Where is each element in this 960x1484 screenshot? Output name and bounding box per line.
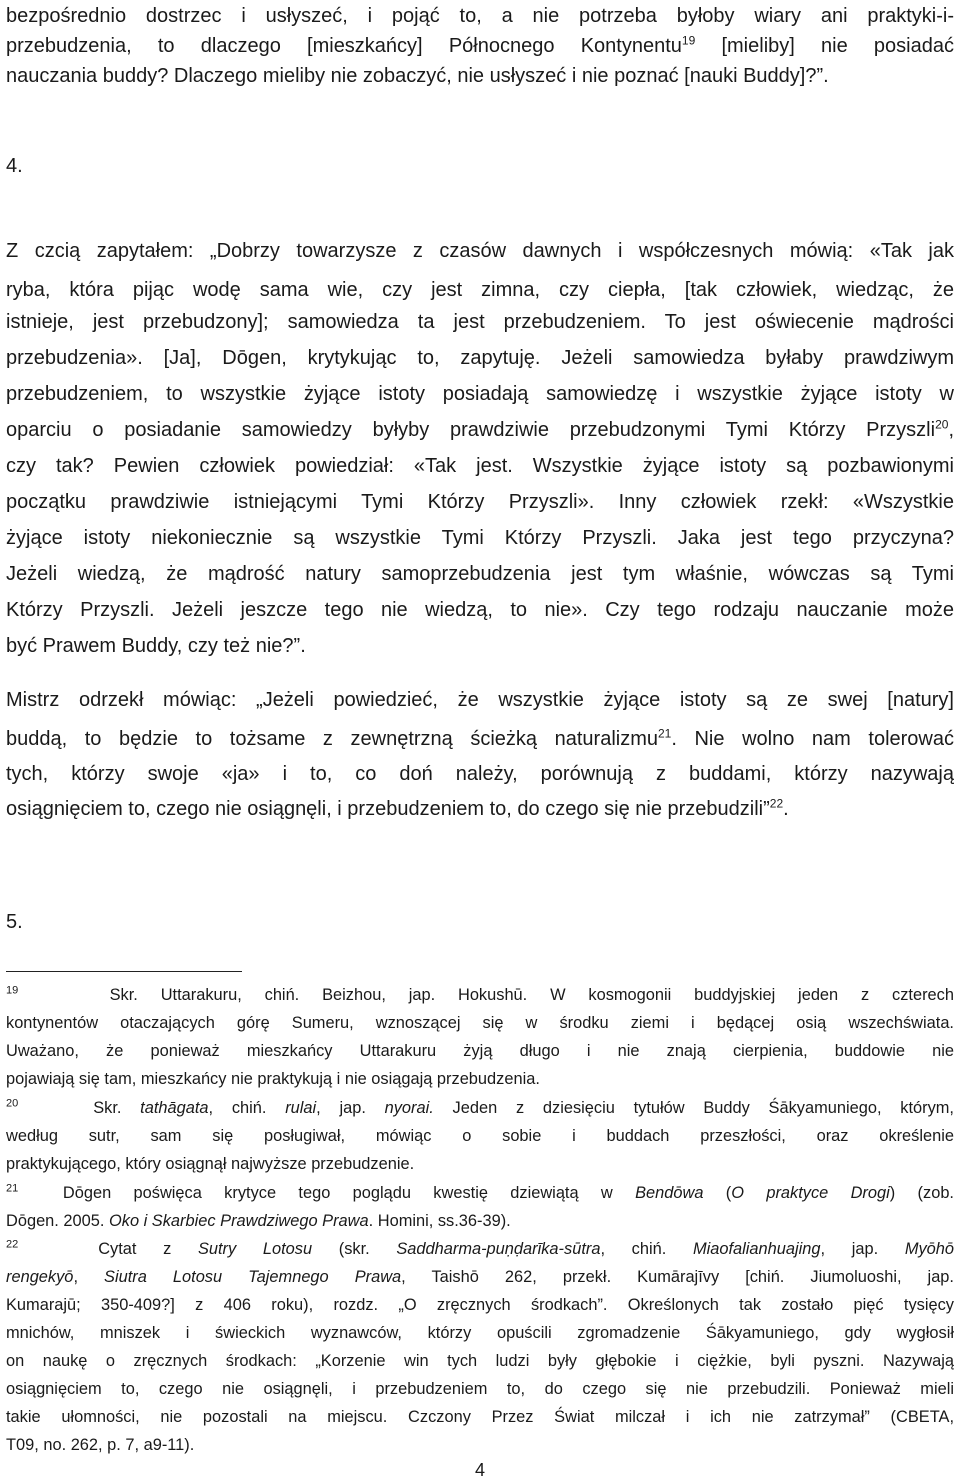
footnote-19-line-3: Uważano, że ponieważ mieszkańcy Uttarakuru żyją długo i nie znają cierpienia, buddowie nie	[6, 1042, 954, 1060]
footnote-ref-22[interactable]: 22	[769, 796, 784, 811]
footnote-22-chinese-title: Miaofalianhuajing	[692, 1240, 821, 1258]
footnote-22-chin: , chiń.	[600, 1240, 667, 1258]
footnote-21-number: 21	[6, 1182, 19, 1195]
footnote-19-line-1	[6, 985, 954, 1005]
footnote-20-skr: Skr.	[93, 1099, 122, 1117]
question-line-8: początku prawdziwie istniejącymi Tymi Którzy Przyszli». Inny człowiek rzekł: «Wszystkie	[6, 491, 954, 513]
footnote-22-line-4: mnichów, mniszek i świeckich wyznawców, którzy opuścili zgromadzenie Śākyamuniego, gdy wygłosił	[6, 1324, 954, 1342]
footnote-21-tail: ) (zob.	[889, 1184, 954, 1202]
footnote-19-line-2: kontynentów otaczających górę Sumeru, wznoszącej się w środku ziemi i będącej osią wszechświata.	[6, 1014, 954, 1032]
footnote-22-rengekyo: rengekyō	[6, 1268, 74, 1286]
footnote-22-line-5: on naukę o zręcznych środkach: „Korzenie win tych ludzi były głębokie i ciężkie, byli pyszni. Nazywają	[6, 1352, 954, 1370]
footnote-22-polish-title: Siutra Lotosu Tajemnego Prawa	[104, 1268, 402, 1286]
footnote-20-line-2: według sutr, sam się posługiwał, mówiąc o sobie i buddach przeszłości, oraz określenie	[6, 1127, 954, 1145]
question-line-6-tail: ,	[948, 419, 954, 441]
footnote-21-line-1	[6, 1183, 954, 1203]
footnote-20-term-chin: rulai	[285, 1099, 317, 1117]
footnote-21-line-2	[6, 1211, 954, 1231]
footnote-20-term-skr: tathāgata	[140, 1099, 209, 1117]
footnote-22-sanskrit: Saddharma-puṇḍarīka-sūtra	[396, 1240, 601, 1258]
section-heading-4: 4.	[6, 155, 23, 177]
answer-line-3: tych, którzy swoje «ja» i to, co doń należy, porównują z buddami, którzy nazywają	[6, 763, 954, 785]
intro-line-2-text: przebudzenia, to dlaczego [mieszkańcy] Północnego Kontynentu	[6, 35, 682, 57]
question-line-11: Którzy Przyszli. Jeżeli jeszcze tego nie wiedzą, to nie». Czy tego rodzaju nauczanie może	[6, 599, 954, 621]
section-heading-5: 5.	[6, 911, 23, 933]
answer-line-2-text: buddą, to będzie to tożsame z zewnętrzną ścieżką naturalizmu	[6, 728, 658, 750]
footnote-21-bendowa: Bendōwa	[635, 1184, 704, 1202]
question-line-5: przebudzeniem, to wszystkie żyjące istoty posiadają samowiedzę i wszystkie żyjące istoty w	[6, 383, 954, 405]
question-line-1: Z czcią zapytałem: „Dobrzy towarzysze z czasów dawnych i współczesnych mówią: «Tak jak	[6, 240, 954, 262]
page-number: 4	[474, 1460, 485, 1480]
question-line-2: ryba, która pijąc wodę sama wie, czy jest zimna, czy ciepła, [tak człowiek, wiedząc, że	[6, 279, 954, 301]
footnote-22-comma: ,	[73, 1268, 78, 1286]
answer-line-4-tail: .	[783, 798, 789, 820]
footnote-21-title: O praktyce Drogi	[731, 1184, 890, 1202]
question-line-10: Jeżeli wiedzą, że mądrość natury samoprzebudzenia jest tym właśnie, wówczas są Tymi	[6, 563, 954, 585]
question-line-6	[6, 418, 954, 442]
question-line-9: żyjące istoty niekoniecznie są wszystkie Tymi Którzy Przyszli. Jaka jest tego przyczyna?	[6, 527, 954, 549]
footnote-20-line-3: praktykującego, który osiągnął najwyższe przebudzenie.	[6, 1155, 415, 1173]
footnote-22-line-8: T09, no. 262, p. 7, a9-11).	[6, 1436, 195, 1454]
question-line-7: czy tak? Pewien człowiek powiedział: «Tak jest. Wszystkie żyjące istoty są pozbawionymi	[6, 455, 954, 477]
footnote-22-myoho: Myōhō	[904, 1240, 955, 1258]
footnote-22-line-2	[6, 1267, 954, 1287]
question-line-12: być Prawem Buddy, czy też nie?”.	[6, 635, 306, 657]
answer-line-2-tail: . Nie wolno nam tolerować	[671, 728, 954, 750]
footnote-19-text: Skr. Uttarakuru, chiń. Beizhou, jap. Hokushū. W kosmogonii buddyjskiej jeden z czterech	[109, 986, 954, 1004]
footnote-ref-19[interactable]: 19	[681, 33, 696, 48]
footnote-separator	[6, 971, 242, 972]
footnote-19-line-4: pojawiają się tam, mieszkańcy nie praktykują i nie osiągają przebudzenia.	[6, 1070, 540, 1088]
footnote-22-taisho: , Taishō 262, przekł. Kumārajīvy [chiń. Jiumoluoshi, jap.	[401, 1268, 954, 1286]
question-line-6-text: oparciu o posiadanie samowiedzy byłyby prawdziwie przebudzonymi Tymi Którzy Przyszli	[6, 419, 936, 441]
footnote-22-line-1	[6, 1239, 954, 1259]
intro-line-2-tail: [mieliby] nie posiadać	[695, 35, 954, 57]
footnote-22-sutra: Sutry Lotosu	[197, 1240, 313, 1258]
intro-line-2	[6, 34, 954, 58]
footnote-21-book: Oko i Skarbiec Prawdziwego Prawa	[109, 1212, 369, 1230]
question-line-4: przebudzenia». [Ja], Dōgen, krytykując to, zapytuję. Jeżeli samowiedza byłaby prawdziwym	[6, 347, 954, 369]
footnote-20-line-1	[6, 1098, 954, 1118]
answer-line-1: Mistrz odrzekł mówiąc: „Jeżeli powiedzieć, że wszystkie żyjące istoty są ze swej [natury]	[6, 689, 954, 711]
footnote-19-number: 19	[6, 984, 19, 997]
footnote-21-paren: (	[725, 1184, 732, 1202]
footnote-22-line-3: Kumarajū; 350-409?] z 406 roku), rozdz. „O zręcznych środkach”. Określonych tak zostało pięć tysięcy	[6, 1296, 954, 1314]
footnote-20-rest: Jeden z dziesięciu tytułów Buddy Śākyamuniego, którym,	[433, 1099, 954, 1117]
intro-line-1: bezpośrednio dostrzec i usłyszeć, i pojąć to, a nie potrzeba byłoby wiary ani praktyki-i-	[6, 5, 954, 27]
answer-line-2	[6, 727, 954, 751]
footnote-ref-20[interactable]: 20	[935, 417, 949, 432]
footnote-22-cytat: Cytat z	[98, 1240, 172, 1258]
footnote-20-number: 20	[6, 1097, 19, 1110]
answer-line-4	[6, 797, 954, 821]
answer-line-4-text: osiągnięciem to, czego nie osiągnęli, i przebudzeniem to, do czego się nie przebudzili”	[6, 798, 770, 820]
footnote-20-chin: , chiń.	[208, 1099, 267, 1117]
footnote-21-author: Dōgen. 2005.	[6, 1212, 105, 1230]
footnote-22-line-7: takie ułomności, nie pozostali na miejscu. Czczony Przez Świat milczał i ich nie zatrzymał” (CBETA,	[6, 1408, 954, 1426]
question-line-3: istnieje, jest przebudzony]; samowiedza ta jest przebudzeniem. To jest oświecenie mądrości	[6, 311, 954, 333]
footnote-21-pub: . Homini, ss.36-39).	[368, 1212, 511, 1230]
footnote-ref-21[interactable]: 21	[658, 726, 672, 741]
footnote-20-term-jap: nyorai.	[384, 1099, 434, 1117]
footnote-22-skr: (skr.	[338, 1240, 370, 1258]
footnote-21-text: Dōgen poświęca krytyce tego poglądu kwestię dziewiątą w	[62, 1184, 613, 1202]
intro-line-3: nauczania buddy? Dlaczego mieliby nie zobaczyć, nie usłyszeć i nie poznać [nauki Buddy]?”.	[6, 65, 829, 87]
footnote-20-jap: , jap.	[316, 1099, 366, 1117]
footnote-22-jap: , jap.	[820, 1240, 879, 1258]
footnote-22-number: 22	[6, 1238, 19, 1251]
footnote-22-line-6: osiągnięciem to, czego nie osiągnęli, i przebudzeniem to, do czego się nie przebudzili. Ponieważ mieli	[6, 1380, 954, 1398]
